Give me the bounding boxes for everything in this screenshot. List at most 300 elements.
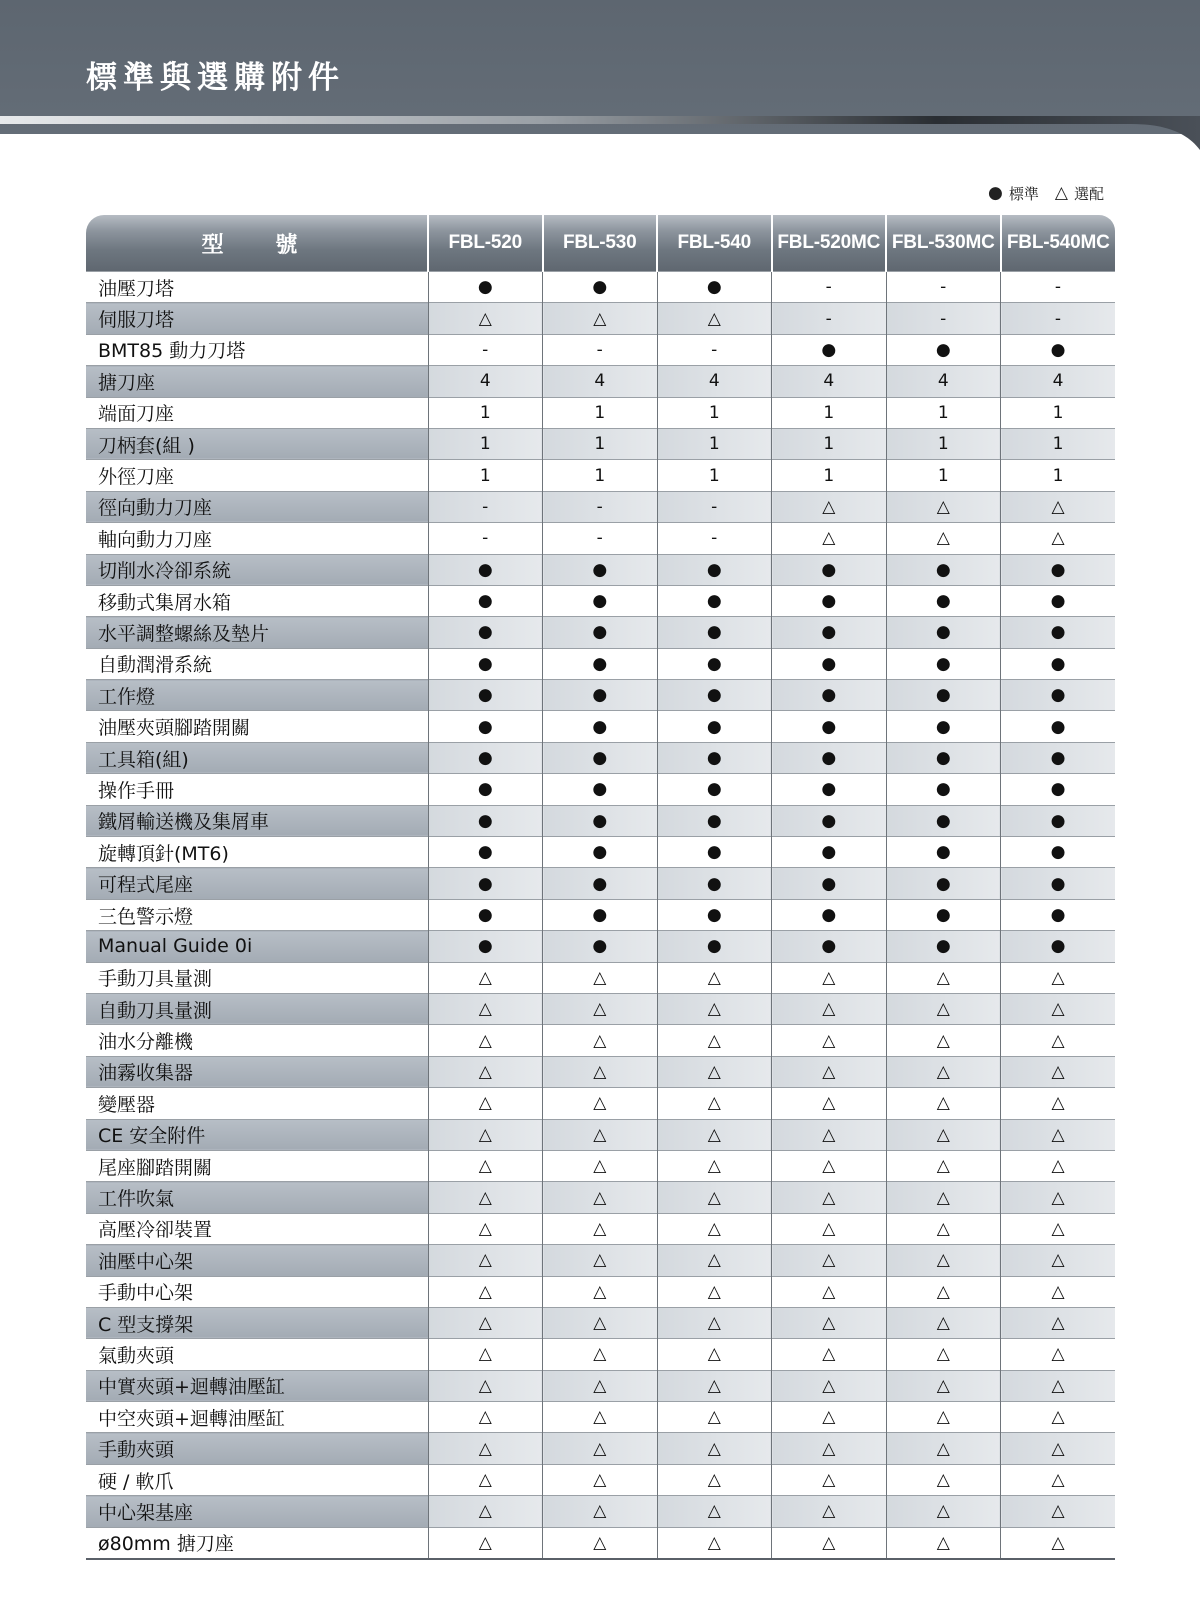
legend: [988, 183, 1104, 204]
table-row: [86, 931, 1115, 962]
availability-cell: △: [1001, 491, 1116, 522]
availability-cell: 1: [543, 397, 658, 428]
availability-cell: ●: [657, 774, 772, 805]
availability-cell: △: [886, 1496, 1001, 1527]
availability-cell: 1: [1001, 397, 1116, 428]
availability-cell: △: [1001, 1213, 1116, 1244]
accessory-name: 工具箱(組): [86, 742, 428, 773]
availability-cell: △: [886, 1402, 1001, 1433]
availability-cell: △: [886, 962, 1001, 993]
availability-cell: ●: [543, 899, 658, 930]
availability-cell: ●: [772, 554, 887, 585]
availability-cell: -: [428, 523, 543, 554]
accessory-name: 油壓中心架: [86, 1245, 428, 1276]
availability-cell: ●: [886, 617, 1001, 648]
availability-cell: -: [657, 334, 772, 365]
table-row: [86, 680, 1115, 711]
table-row: [86, 837, 1115, 868]
availability-cell: ●: [543, 837, 658, 868]
table-row: [86, 334, 1115, 365]
availability-cell: ●: [543, 585, 658, 616]
table-row: [86, 993, 1115, 1024]
availability-cell: △: [886, 1056, 1001, 1087]
availability-cell: △: [1001, 1527, 1116, 1559]
availability-cell: △: [657, 303, 772, 334]
availability-cell: △: [657, 962, 772, 993]
accessory-name: 切削水冷卻系統: [86, 554, 428, 585]
availability-cell: △: [886, 1276, 1001, 1307]
availability-cell: △: [543, 1527, 658, 1559]
accessories-table: [86, 215, 1115, 1560]
availability-cell: △: [428, 1496, 543, 1527]
accessory-name: 手動刀具量測: [86, 962, 428, 993]
accessory-name: 中心架基座: [86, 1496, 428, 1527]
availability-cell: △: [1001, 962, 1116, 993]
availability-cell: △: [657, 1496, 772, 1527]
model-column-header: FBL-520MC: [772, 215, 887, 272]
availability-cell: △: [772, 1370, 887, 1401]
accessory-name: 可程式尾座: [86, 868, 428, 899]
availability-cell: ●: [1001, 837, 1116, 868]
availability-cell: ●: [1001, 931, 1116, 962]
availability-cell: 1: [657, 428, 772, 459]
header-banner: [0, 0, 1200, 134]
table-row: [86, 1119, 1115, 1150]
accessory-name: 高壓冷卻裝置: [86, 1213, 428, 1244]
availability-cell: ●: [543, 742, 658, 773]
accessory-name: 伺服刀塔: [86, 303, 428, 334]
availability-cell: △: [428, 1150, 543, 1181]
availability-cell: △: [543, 1339, 658, 1370]
availability-cell: △: [1001, 993, 1116, 1024]
availability-cell: △: [886, 1182, 1001, 1213]
availability-cell: -: [886, 272, 1001, 303]
availability-cell: △: [657, 1182, 772, 1213]
availability-cell: △: [543, 962, 658, 993]
availability-cell: ●: [428, 617, 543, 648]
accessory-name: 自動潤滑系統: [86, 648, 428, 679]
availability-cell: -: [543, 491, 658, 522]
availability-cell: △: [886, 1433, 1001, 1464]
availability-cell: △: [428, 1276, 543, 1307]
availability-cell: ●: [428, 680, 543, 711]
availability-cell: ●: [886, 837, 1001, 868]
table-body: [86, 272, 1115, 1560]
availability-cell: △: [1001, 1339, 1116, 1370]
availability-cell: 1: [886, 428, 1001, 459]
table-row: [86, 1150, 1115, 1181]
availability-cell: △: [772, 1245, 887, 1276]
availability-cell: ●: [657, 868, 772, 899]
availability-cell: ●: [772, 585, 887, 616]
availability-cell: ●: [657, 711, 772, 742]
availability-cell: ●: [772, 334, 887, 365]
availability-cell: ●: [1001, 774, 1116, 805]
table-header-row: [86, 215, 1115, 272]
availability-cell: △: [428, 1370, 543, 1401]
availability-cell: 1: [428, 460, 543, 491]
table-row: [86, 805, 1115, 836]
availability-cell: △: [1001, 1307, 1116, 1338]
availability-cell: △: [886, 1339, 1001, 1370]
standard-dot-icon: ●: [988, 183, 1003, 203]
availability-cell: △: [657, 1276, 772, 1307]
availability-cell: △: [657, 1088, 772, 1119]
table-row: [86, 1339, 1115, 1370]
availability-cell: 4: [772, 366, 887, 397]
table-row: [86, 1245, 1115, 1276]
accessory-name: 硬 / 軟爪: [86, 1464, 428, 1495]
table-row: [86, 397, 1115, 428]
availability-cell: ●: [657, 272, 772, 303]
availability-cell: △: [772, 1464, 887, 1495]
availability-cell: △: [886, 1464, 1001, 1495]
accessory-name: ø80mm 搪刀座: [86, 1527, 428, 1559]
availability-cell: 1: [886, 397, 1001, 428]
availability-cell: ●: [428, 837, 543, 868]
accessory-name: 氣動夾頭: [86, 1339, 428, 1370]
availability-cell: ●: [428, 931, 543, 962]
table-row: [86, 1025, 1115, 1056]
availability-cell: △: [657, 1370, 772, 1401]
table-row: [86, 1307, 1115, 1338]
availability-cell: △: [657, 1025, 772, 1056]
availability-cell: △: [886, 1307, 1001, 1338]
availability-cell: ●: [657, 805, 772, 836]
availability-cell: ●: [772, 711, 887, 742]
table-row: [86, 962, 1115, 993]
table-row: [86, 742, 1115, 773]
availability-cell: 1: [428, 428, 543, 459]
availability-cell: △: [657, 993, 772, 1024]
availability-cell: △: [657, 1119, 772, 1150]
availability-cell: ●: [1001, 554, 1116, 585]
availability-cell: △: [428, 993, 543, 1024]
availability-cell: △: [543, 1307, 658, 1338]
accessory-name: 搪刀座: [86, 366, 428, 397]
availability-cell: △: [886, 1213, 1001, 1244]
availability-cell: △: [1001, 1088, 1116, 1119]
availability-cell: ●: [428, 648, 543, 679]
table-row: [86, 617, 1115, 648]
availability-cell: △: [428, 1245, 543, 1276]
availability-cell: △: [1001, 1056, 1116, 1087]
availability-cell: △: [886, 1245, 1001, 1276]
availability-cell: △: [1001, 1370, 1116, 1401]
availability-cell: △: [772, 1088, 887, 1119]
availability-cell: △: [1001, 1025, 1116, 1056]
optional-triangle-icon: △: [1054, 183, 1068, 203]
table-row: [86, 774, 1115, 805]
availability-cell: △: [886, 1527, 1001, 1559]
availability-cell: △: [657, 1433, 772, 1464]
availability-cell: △: [772, 1276, 887, 1307]
table-row: [86, 1527, 1115, 1559]
accessory-name: 旋轉頂針(MT6): [86, 837, 428, 868]
table-row: [86, 523, 1115, 554]
table-row: [86, 1276, 1115, 1307]
availability-cell: △: [428, 1213, 543, 1244]
availability-cell: ●: [1001, 334, 1116, 365]
availability-cell: ●: [886, 711, 1001, 742]
table-row: [86, 1402, 1115, 1433]
availability-cell: 1: [657, 397, 772, 428]
availability-cell: ●: [1001, 648, 1116, 679]
accessory-name: 工件吹氣: [86, 1182, 428, 1213]
availability-cell: 1: [543, 428, 658, 459]
availability-cell: △: [543, 1025, 658, 1056]
availability-cell: △: [772, 1307, 887, 1338]
table-row: [86, 460, 1115, 491]
availability-cell: ●: [886, 680, 1001, 711]
availability-cell: ●: [1001, 585, 1116, 616]
availability-cell: 1: [886, 460, 1001, 491]
accessory-name: 刀柄套(組 ): [86, 428, 428, 459]
availability-cell: ●: [886, 334, 1001, 365]
table-row: [86, 303, 1115, 334]
availability-cell: △: [772, 993, 887, 1024]
availability-cell: ●: [772, 899, 887, 930]
model-column-header: FBL-520: [428, 215, 543, 272]
availability-cell: △: [428, 1056, 543, 1087]
table-row: [86, 1464, 1115, 1495]
availability-cell: ●: [1001, 899, 1116, 930]
availability-cell: △: [657, 1245, 772, 1276]
availability-cell: △: [543, 1433, 658, 1464]
availability-cell: △: [886, 491, 1001, 522]
availability-cell: △: [428, 1025, 543, 1056]
table-row: [86, 711, 1115, 742]
accessory-name: 外徑刀座: [86, 460, 428, 491]
availability-cell: -: [657, 491, 772, 522]
availability-cell: ●: [543, 774, 658, 805]
accessory-name: 自動刀具量測: [86, 993, 428, 1024]
accessory-name: 油壓夾頭腳踏開關: [86, 711, 428, 742]
banner-swoosh: [0, 116, 1200, 156]
availability-cell: △: [886, 1370, 1001, 1401]
accessory-name: 變壓器: [86, 1088, 428, 1119]
availability-cell: △: [1001, 1464, 1116, 1495]
availability-cell: △: [886, 1088, 1001, 1119]
availability-cell: △: [772, 1339, 887, 1370]
accessory-name: 油霧收集器: [86, 1056, 428, 1087]
availability-cell: -: [543, 334, 658, 365]
availability-cell: -: [1001, 272, 1116, 303]
availability-cell: △: [772, 1182, 887, 1213]
availability-cell: △: [543, 1276, 658, 1307]
availability-cell: △: [772, 1025, 887, 1056]
accessory-name: 中空夾頭+迴轉油壓缸: [86, 1402, 428, 1433]
availability-cell: ●: [657, 931, 772, 962]
availability-cell: △: [657, 1402, 772, 1433]
availability-cell: △: [428, 1464, 543, 1495]
availability-cell: 1: [657, 460, 772, 491]
availability-cell: ●: [772, 805, 887, 836]
availability-cell: ●: [886, 899, 1001, 930]
accessory-name: 手動中心架: [86, 1276, 428, 1307]
availability-cell: 1: [772, 428, 887, 459]
availability-cell: 1: [772, 460, 887, 491]
accessory-name: 軸向動力刀座: [86, 523, 428, 554]
availability-cell: △: [428, 303, 543, 334]
availability-cell: ●: [772, 837, 887, 868]
availability-cell: ●: [886, 774, 1001, 805]
table-row: [86, 1496, 1115, 1527]
accessory-name: 徑向動力刀座: [86, 491, 428, 522]
availability-cell: ●: [543, 617, 658, 648]
availability-cell: △: [428, 1339, 543, 1370]
availability-cell: ●: [772, 617, 887, 648]
availability-cell: △: [886, 1119, 1001, 1150]
availability-cell: △: [428, 1527, 543, 1559]
availability-cell: △: [1001, 1182, 1116, 1213]
availability-cell: △: [1001, 1433, 1116, 1464]
availability-cell: ●: [543, 680, 658, 711]
availability-cell: △: [543, 303, 658, 334]
availability-cell: ●: [1001, 805, 1116, 836]
availability-cell: ●: [886, 868, 1001, 899]
table-row: [86, 554, 1115, 585]
table-row: [86, 1182, 1115, 1213]
table-row: [86, 585, 1115, 616]
model-column-header: FBL-530: [543, 215, 658, 272]
availability-cell: ●: [543, 931, 658, 962]
availability-cell: △: [657, 1150, 772, 1181]
availability-cell: 4: [1001, 366, 1116, 397]
availability-cell: ●: [428, 272, 543, 303]
availability-cell: 1: [1001, 460, 1116, 491]
availability-cell: ●: [772, 868, 887, 899]
availability-cell: ●: [1001, 617, 1116, 648]
availability-cell: △: [1001, 523, 1116, 554]
legend-optional-label: 選配: [1073, 185, 1104, 203]
availability-cell: -: [886, 303, 1001, 334]
availability-cell: -: [428, 334, 543, 365]
table-row: [86, 1213, 1115, 1244]
accessory-name: 油水分離機: [86, 1025, 428, 1056]
page-title: 標準與選購附件: [86, 60, 345, 96]
availability-cell: -: [772, 272, 887, 303]
availability-cell: △: [543, 993, 658, 1024]
availability-cell: △: [543, 1245, 658, 1276]
availability-cell: ●: [772, 742, 887, 773]
table-row: [86, 1433, 1115, 1464]
accessory-name: 水平調整螺絲及墊片: [86, 617, 428, 648]
availability-cell: △: [886, 1025, 1001, 1056]
availability-cell: △: [886, 1150, 1001, 1181]
availability-cell: ●: [428, 899, 543, 930]
accessory-name: C 型支撐架: [86, 1307, 428, 1338]
availability-cell: △: [772, 491, 887, 522]
availability-cell: ●: [657, 617, 772, 648]
accessory-name: 三色警示燈: [86, 899, 428, 930]
availability-cell: ●: [1001, 680, 1116, 711]
availability-cell: △: [772, 962, 887, 993]
availability-cell: ●: [657, 837, 772, 868]
availability-cell: ●: [428, 554, 543, 585]
availability-cell: △: [543, 1370, 658, 1401]
availability-cell: ●: [1001, 868, 1116, 899]
availability-cell: △: [428, 1307, 543, 1338]
availability-cell: ●: [772, 680, 887, 711]
availability-cell: △: [772, 1213, 887, 1244]
availability-cell: 4: [543, 366, 658, 397]
availability-cell: △: [772, 523, 887, 554]
availability-cell: ●: [543, 272, 658, 303]
availability-cell: △: [1001, 1402, 1116, 1433]
availability-cell: △: [543, 1496, 658, 1527]
availability-cell: 4: [886, 366, 1001, 397]
accessory-name: 油壓刀塔: [86, 272, 428, 303]
availability-cell: ●: [657, 554, 772, 585]
accessory-name: 鐵屑輸送機及集屑車: [86, 805, 428, 836]
availability-cell: △: [772, 1402, 887, 1433]
availability-cell: -: [1001, 303, 1116, 334]
availability-cell: -: [772, 303, 887, 334]
availability-cell: △: [428, 1088, 543, 1119]
availability-cell: △: [886, 523, 1001, 554]
availability-cell: △: [428, 1182, 543, 1213]
availability-cell: △: [543, 1150, 658, 1181]
table-row: [86, 491, 1115, 522]
availability-cell: ●: [886, 554, 1001, 585]
availability-cell: 4: [428, 366, 543, 397]
availability-cell: △: [543, 1088, 658, 1119]
availability-cell: △: [657, 1339, 772, 1370]
accessory-name: 尾座腳踏開關: [86, 1150, 428, 1181]
availability-cell: △: [772, 1496, 887, 1527]
table-row: [86, 1370, 1115, 1401]
availability-cell: △: [657, 1527, 772, 1559]
accessory-name: CE 安全附件: [86, 1119, 428, 1150]
availability-cell: ●: [428, 805, 543, 836]
availability-cell: △: [772, 1119, 887, 1150]
availability-cell: △: [657, 1213, 772, 1244]
availability-cell: △: [772, 1527, 887, 1559]
availability-cell: ●: [428, 711, 543, 742]
table-row: [86, 1056, 1115, 1087]
accessory-name: 移動式集屑水箱: [86, 585, 428, 616]
availability-cell: ●: [543, 711, 658, 742]
table-row: [86, 428, 1115, 459]
availability-cell: ●: [772, 774, 887, 805]
table-row: [86, 366, 1115, 397]
table-row: [86, 648, 1115, 679]
availability-cell: △: [543, 1119, 658, 1150]
accessory-name: 操作手冊: [86, 774, 428, 805]
accessory-name: 端面刀座: [86, 397, 428, 428]
availability-cell: ●: [428, 868, 543, 899]
model-column-header: FBL-540: [657, 215, 772, 272]
availability-cell: △: [428, 1119, 543, 1150]
availability-cell: ●: [772, 648, 887, 679]
availability-cell: △: [1001, 1119, 1116, 1150]
accessory-name: 手動夾頭: [86, 1433, 428, 1464]
availability-cell: ●: [428, 585, 543, 616]
availability-cell: △: [543, 1464, 658, 1495]
availability-cell: △: [886, 993, 1001, 1024]
availability-cell: 1: [772, 397, 887, 428]
availability-cell: △: [428, 962, 543, 993]
availability-cell: △: [772, 1150, 887, 1181]
model-header-label: 型 號: [86, 215, 428, 272]
availability-cell: ●: [886, 931, 1001, 962]
availability-cell: ●: [1001, 711, 1116, 742]
availability-cell: ●: [543, 554, 658, 585]
availability-cell: △: [1001, 1496, 1116, 1527]
availability-cell: ●: [1001, 742, 1116, 773]
model-column-header: FBL-530MC: [886, 215, 1001, 272]
